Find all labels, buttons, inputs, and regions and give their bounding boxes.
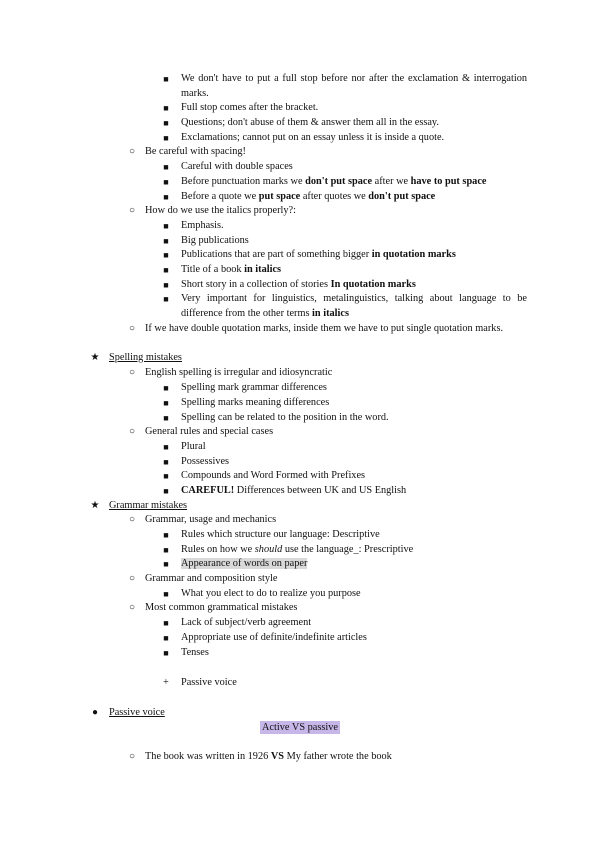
square-bullet-icon: ■ (163, 280, 169, 290)
square-bullet-icon: ■ (163, 648, 169, 658)
list-item: Appropriate use of definite/indefinite articles (181, 632, 367, 643)
list-item: Very important for linguistics, metalinguistics, talking about language to be difference from the other terms in italics (181, 293, 527, 319)
list-item: Spelling can be related to the position in the word. (181, 412, 389, 423)
square-bullet-icon: ■ (163, 457, 169, 467)
list-item: CAREFUL! Differences between UK and US English (181, 485, 407, 496)
list-item: Passive voice (181, 677, 237, 688)
subheading-irregular: English spelling is irregular and idiosyncratic (145, 367, 333, 378)
square-bullet-icon: ■ (163, 192, 169, 202)
square-bullet-icon: ■ (163, 236, 169, 246)
circle-bullet-icon: ○ (128, 205, 136, 216)
square-bullet-icon: ■ (163, 177, 169, 187)
list-item: Tenses (181, 647, 209, 658)
circle-bullet-icon: ○ (128, 367, 136, 378)
square-bullet-icon: ■ (163, 618, 169, 628)
square-bullet-icon: ■ (163, 265, 169, 275)
list-item: Lack of subject/verb agreement (181, 617, 312, 628)
list-item: Title of a book in italics (181, 264, 282, 275)
list-item: Exclamations; cannot put on an essay unless it is inside a quote. (181, 132, 445, 143)
heading-passive-voice: Passive voice (109, 707, 165, 718)
subheading-spacing: Be careful with spacing! (145, 146, 246, 157)
subheading-general-rules: General rules and special cases (145, 426, 274, 437)
square-bullet-icon: ■ (163, 633, 169, 643)
list-item: Plural (181, 441, 206, 452)
star-bullet-icon: ★ (90, 500, 100, 511)
square-bullet-icon: ■ (163, 383, 169, 393)
square-bullet-icon: ■ (163, 398, 169, 408)
list-item: What you elect to do to realize you purpose (181, 588, 361, 599)
subheading-italics: How do we use the italics properly?: (145, 205, 296, 216)
square-bullet-icon: ■ (163, 413, 169, 423)
list-item: Spelling mark grammar differences (181, 382, 327, 393)
list-item: Full stop comes after the bracket. (181, 102, 319, 113)
subheading-composition: Grammar and composition style (145, 573, 278, 584)
plus-bullet-icon: + (163, 677, 169, 688)
heading-grammar-mistakes: Grammar mistakes (109, 500, 188, 511)
list-item: Publications that are part of something bigger in quotation marks (181, 249, 456, 260)
star-bullet-icon: ★ (90, 352, 100, 363)
list-item: Before a quote we put space after quotes we don't put space (181, 191, 436, 202)
list-item: Possessives (181, 456, 230, 467)
circle-bullet-icon: ○ (128, 602, 136, 613)
circle-bullet-icon: ○ (128, 751, 136, 762)
list-item: Spelling marks meaning differences (181, 397, 330, 408)
square-bullet-icon: ■ (163, 133, 169, 143)
list-item: Emphasis. (181, 220, 224, 231)
square-bullet-icon: ■ (163, 221, 169, 231)
square-bullet-icon: ■ (163, 74, 169, 84)
square-bullet-icon: ■ (163, 545, 169, 555)
square-bullet-icon: ■ (163, 559, 169, 569)
list-item: Appearance of words on paper (181, 558, 308, 569)
heading-spelling-mistakes: Spelling mistakes (109, 352, 182, 363)
square-bullet-icon: ■ (163, 530, 169, 540)
circle-bullet-icon: ○ (128, 426, 136, 437)
circle-bullet-icon: ○ (128, 514, 136, 525)
square-bullet-icon: ■ (163, 103, 169, 113)
square-bullet-icon: ■ (163, 486, 169, 496)
list-item: If we have double quotation marks, inside them we have to put single quotation marks. (145, 323, 504, 334)
list-item: Rules on how we should use the language_: Prescriptive (181, 544, 414, 555)
square-bullet-icon: ■ (163, 162, 169, 172)
list-item: Compounds and Word Formed with Prefixes (181, 470, 366, 481)
list-item: Before punctuation marks we don't put space after we have to put space (181, 176, 487, 187)
square-bullet-icon: ■ (163, 442, 169, 452)
circle-bullet-icon: ○ (128, 323, 136, 334)
square-bullet-icon: ■ (163, 471, 169, 481)
square-bullet-icon: ■ (163, 250, 169, 260)
circle-bullet-icon: ○ (128, 573, 136, 584)
list-item: We don't have to put a full stop before nor after the exclamation & interrogation marks. (181, 73, 527, 99)
list-item: Big publications (181, 235, 249, 246)
subheading-common-mistakes: Most common grammatical mistakes (145, 602, 298, 613)
list-item: Careful with double spaces (181, 161, 293, 172)
example-sentence: The book was written in 1926 VS My father wrote the book (145, 751, 392, 762)
active-vs-passive-banner: Active VS passive (262, 722, 338, 733)
square-bullet-icon: ■ (163, 118, 169, 128)
square-bullet-icon: ■ (163, 294, 169, 304)
dot-bullet-icon: ● (91, 707, 99, 718)
subheading-grammar-usage: Grammar, usage and mechanics (145, 514, 277, 525)
list-item: Questions; don't abuse of them & answer them all in the essay. (181, 117, 439, 128)
list-item: Rules which structure our language: Descriptive (181, 529, 380, 540)
square-bullet-icon: ■ (163, 589, 169, 599)
circle-bullet-icon: ○ (128, 146, 136, 157)
list-item: Short story in a collection of stories In quotation marks (181, 279, 416, 290)
